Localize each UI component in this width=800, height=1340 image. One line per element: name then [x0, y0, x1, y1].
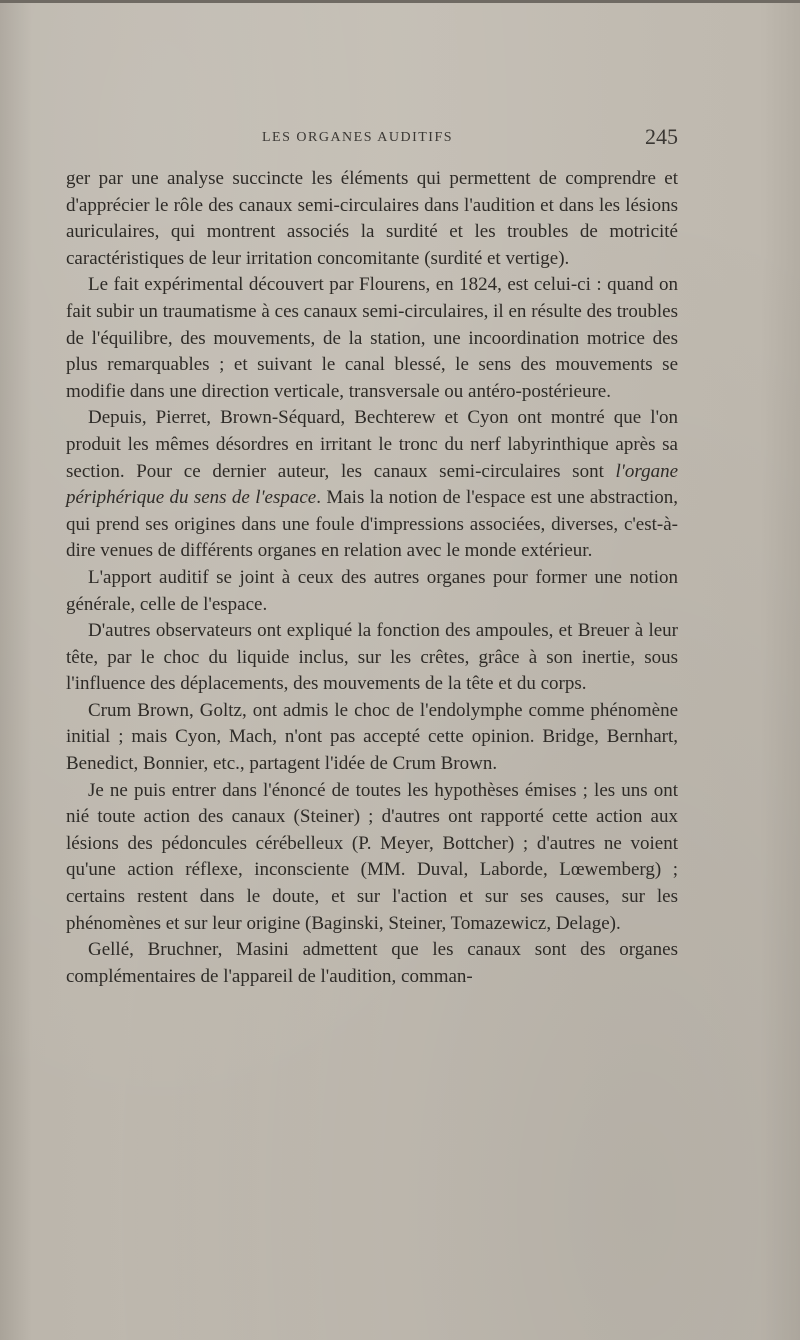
- paragraph-5: D'autres observateurs ont expliqué la fonction des ampoules, et Breuer à leur tête, par le choc du liquide inclus, sur les crêtes, grâce à son inertie, sous l'influence des déplacements, des mouvements de la tête et du corps.: [66, 620, 678, 695]
- body-text: [66, 166, 678, 990]
- paragraph-3-text-before: Depuis, Pierret, Brown-Séquard, Bechterew et Cyon ont montré que l'on produit les mêmes désordres en irritant le tronc du nerf labyrinthique après sa section. Pour ce dernier auteur, les canaux semi-circulaires sont: [66, 407, 678, 482]
- paragraph-3: [66, 405, 678, 565]
- paragraph-3-text-after: . Mais la notion de l'espace est une abstraction, qui prend ses origines dans une foule d'impressions associées, diverses, c'est-à-dire venues de différents organes en relation avec le monde extérieur.: [66, 487, 678, 562]
- running-title: LES ORGANES AUDITIFS: [262, 130, 454, 145]
- paragraph-2: Le fait expérimental découvert par Flourens, en 1824, est celui-ci : quand on fait subir un traumatisme à ces canaux semi-circulaires, il en résulte des troubles de l'équilibre, des mouvements, de la station, une incoordination motrice des plus remarquables ; et suivant le canal blessé, le sens des mouvements se modifie dans une direction verticale, transversale ou antéro-postérieure.: [66, 274, 678, 402]
- paragraph-8: Gellé, Bruchner, Masini admettent que les canaux sont des organes complémentaires de l'appareil de l'audition, comman-: [66, 939, 678, 987]
- paragraph-4: L'apport auditif se joint à ceux des autres organes pour former une notion générale, celle de l'espace.: [66, 566, 678, 615]
- paragraph-1: ger par une analyse succincte les éléments qui permettent de comprendre et d'apprécier le rôle des canaux semi-circulaires dans l'audition et dans les lésions auriculaires, qui montrent associés la surdité et les troubles de motricité caractéristiques de leur irritation concomitante (surdité et vertige).: [66, 168, 678, 269]
- running-header: [66, 124, 678, 154]
- paragraph-6: Crum Brown, Goltz, ont admis le choc de l'endolymphe comme phénomène initial ; mais Cyon, Mach, n'ont pas accepté cette opinion. Bridge, Bernhart, Benedict, Bonnier, etc., partagent l'idée de Crum Brown.: [66, 699, 678, 775]
- page-top-edge: [0, 0, 800, 3]
- paragraph-3-italic-term: l'organe périphérique du sens de l'espace: [66, 460, 678, 509]
- page-number: 245: [645, 124, 678, 149]
- paragraph-7: Je ne puis entrer dans l'énoncé de toutes les hypothèses émises ; les uns ont nié toute action des canaux (Steiner) ; d'autres ont rapporté cette action aux lésions des pédoncules cérébelleux (P. Meyer, Bottcher) ; d'autres ne voient qu'une action réflexe, inconsciente (MM. Duval, Laborde, Lœwemberg) ; certains restent dans le doute, et sur l'action et sur ses causes, sur les phénomènes et sur leur origine (Baginski, Steiner, Tomazewicz, Delage).: [66, 779, 678, 934]
